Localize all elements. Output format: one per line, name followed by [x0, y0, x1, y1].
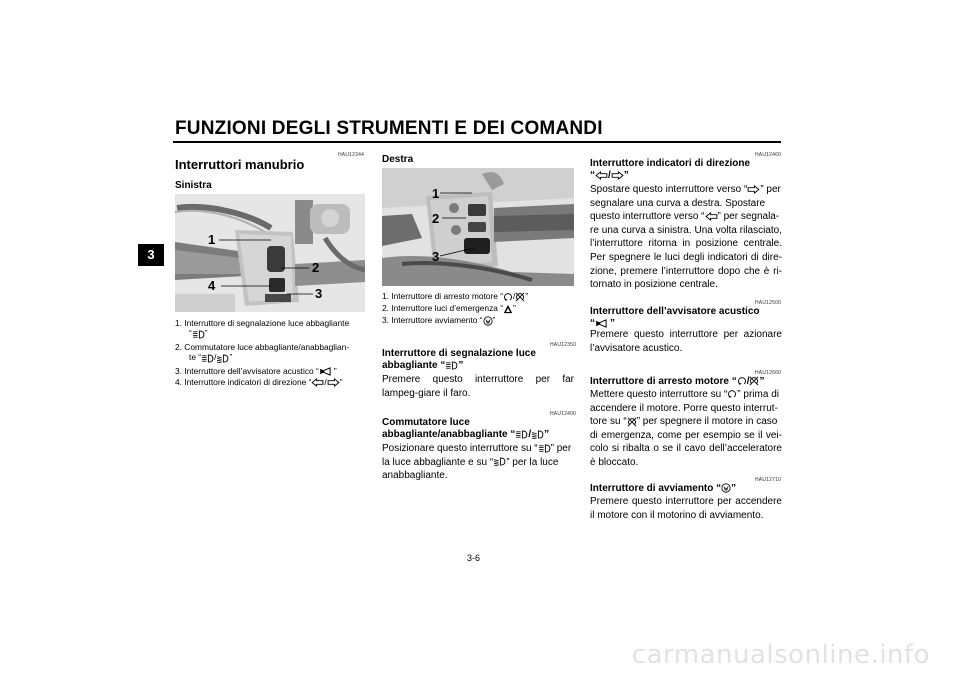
engine-run-icon — [503, 292, 513, 302]
section-body: Spostare questo interruttore verso “ ” per segnalare una curva a destra. Spostare questo interruttore verso “ ” per segnala- re una curva a sinistra. Una volta rilasciato, l’interruttore ritorna in posizione centrale. Per spegnere le luci degli indicatori di dire-zione, premere l’interruttore dopo che è ri-tornato in posizione centrale. — [590, 184, 782, 291]
turn-left-icon — [705, 212, 718, 221]
high-beam-icon — [515, 430, 528, 439]
engine-stop-icon — [749, 376, 759, 386]
turn-right-icon — [327, 378, 340, 387]
high-beam-icon — [538, 444, 551, 453]
caption-item: 3. Interruttore dell’avvisatore acustico “ ” — [175, 366, 337, 376]
watermark-text: carmanualsonline.info — [631, 640, 930, 670]
callout-2: 2 — [312, 260, 320, 275]
turn-left-icon — [595, 171, 608, 180]
section-title: Interruttore di avviamento “ ” — [590, 483, 737, 494]
section-code: HAU12344 — [338, 152, 365, 158]
caption-item: 1. Interruttore di arresto motore “ / ” — [382, 291, 529, 301]
section-code: HAU12350 — [550, 342, 577, 348]
engine-stop-icon — [627, 417, 637, 427]
engine-run-icon — [727, 389, 737, 399]
horn-icon — [595, 319, 610, 328]
callout-1: 1 — [208, 232, 216, 247]
section-body: Premere questo interruttore per far lampeg-giare il faro. — [382, 374, 574, 399]
section-code: HAU12500 — [755, 300, 782, 306]
caption-item: 2. Commutatore luce abbagliante/anabbaglian- te “ / ” — [175, 342, 350, 363]
section-code: HAU12460 — [755, 152, 782, 158]
callout-3: 3 — [315, 286, 323, 301]
section-title: Interruttore indicatori di direzione “ / ” — [590, 158, 751, 181]
start-icon — [721, 483, 731, 493]
engine-stop-icon — [515, 292, 525, 302]
high-beam-icon — [445, 361, 458, 370]
caption-item: 1. Interruttore di segnalazione luce abbagliante “ ” — [175, 318, 350, 339]
caption-item: 4. Interruttore indicatori di direzione “ / ” — [175, 377, 343, 387]
section-title: Interruttore dell’avvisatore acustico “ ” — [590, 306, 760, 329]
section-body: Premere questo interruttore per azionare l’avvisatore acustico. — [590, 329, 782, 354]
section-body: Mettere questo interruttore su “ ” prima di accendere il motore. Porre questo interrut- tore su “ ” per spegnere il motore in caso di emergenza, come per esempio se il vei-colo si ribalta o se il cavo dell’acceleratore è bloccato. — [590, 389, 782, 468]
low-beam-icon — [493, 457, 506, 466]
callout-1: 1 — [432, 186, 440, 201]
left-handlebar-photo — [175, 194, 365, 312]
right-handlebar-photo — [382, 168, 574, 286]
section-code: HAU12400 — [550, 411, 577, 417]
subsection-title: Sinistra — [175, 180, 212, 191]
horn-icon — [319, 367, 334, 376]
section-title: Interruttore di arresto motore “ / ” — [590, 376, 765, 387]
low-beam-icon — [531, 430, 544, 439]
section-body: Posizionare questo interruttore su “ ” per la luce abbagliante e su “ ” per la luce anabbagliante. — [382, 443, 572, 482]
page-number: 3-6 — [467, 553, 481, 563]
section-code: HAU12660 — [755, 370, 782, 376]
hazard-icon — [503, 304, 513, 314]
section-title: Interruttori manubrio — [175, 157, 305, 172]
high-beam-icon — [201, 354, 214, 363]
low-beam-icon — [216, 354, 229, 363]
callout-2: 2 — [432, 211, 440, 226]
turn-right-icon — [747, 185, 760, 194]
footer-watermark[interactable] — [0, 640, 960, 678]
section-code: HAU12710 — [755, 477, 782, 483]
header-rule — [173, 141, 781, 143]
section-title: Commutatore luce abbagliante/anabbagliante “ / ” — [382, 417, 550, 440]
turn-right-icon — [611, 171, 624, 180]
engine-run-icon — [737, 376, 747, 386]
high-beam-icon — [192, 330, 205, 339]
callout-3: 3 — [432, 249, 440, 264]
page-header-title: FUNZIONI DEGLI STRUMENTI E DEI COMANDI — [175, 118, 603, 139]
callout-4: 4 — [208, 278, 216, 293]
turn-left-icon — [311, 378, 324, 387]
section-title: Interruttore di segnalazione luce abbagliante “ ” — [382, 348, 536, 371]
subsection-title: Destra — [382, 154, 414, 165]
caption-item: 3. Interruttore avviamento “ ” — [382, 315, 496, 325]
caption-item: 2. Interruttore luci d’emergenza “ ” — [382, 303, 516, 313]
start-icon — [483, 316, 493, 326]
chapter-tab[interactable]: 3 — [138, 244, 164, 266]
section-body: Premere questo interruttore per accendere il motore con il motorino di avviamento. — [590, 496, 782, 521]
